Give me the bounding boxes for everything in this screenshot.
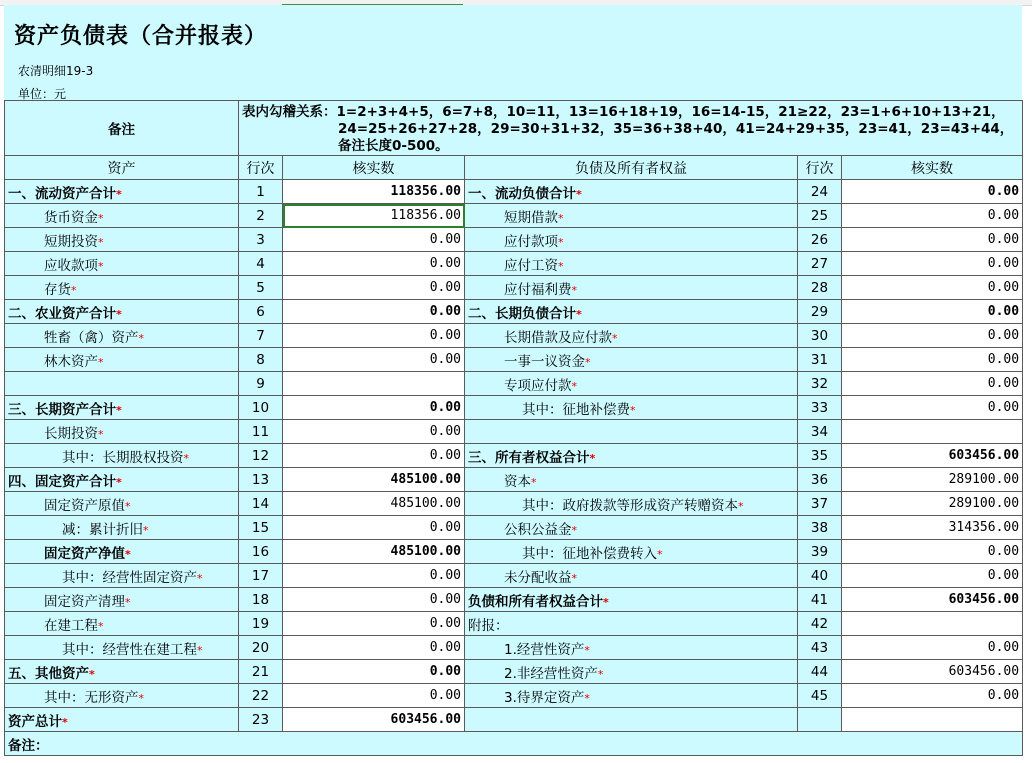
liability-label: 负债和所有者权益合计	[468, 593, 603, 610]
asset-row-number: 5	[239, 276, 283, 300]
liability-row-number: 44	[798, 660, 842, 684]
liability-label-cell	[465, 660, 798, 684]
required-asterisk: *	[612, 331, 618, 345]
liability-label: 应付工资	[504, 257, 558, 274]
table-row	[5, 444, 1023, 468]
required-asterisk: *	[584, 643, 590, 657]
liability-value-cell[interactable]: 0.00	[842, 204, 1023, 228]
header-asset: 资产	[5, 156, 239, 180]
liability-label-cell	[465, 612, 798, 636]
notes-row	[5, 101, 1023, 156]
asset-label: 牲畜（禽）资产	[44, 329, 139, 346]
asset-label-cell	[5, 636, 239, 660]
liability-label-cell	[465, 444, 798, 468]
asset-label: 其中：无形资产	[44, 689, 139, 706]
liability-value-cell[interactable]: 0.00	[842, 540, 1023, 564]
asset-label: 四、固定资产合计	[8, 473, 116, 490]
required-asterisk: *	[62, 715, 68, 729]
required-asterisk: *	[571, 571, 577, 585]
required-asterisk: *	[589, 451, 596, 465]
asset-label-cell	[5, 348, 239, 372]
asset-row-number: 19	[239, 612, 283, 636]
table-row	[5, 276, 1023, 300]
table-row	[5, 324, 1023, 348]
table-row	[5, 516, 1023, 540]
liability-row-number: 27	[798, 252, 842, 276]
required-asterisk: *	[116, 307, 122, 321]
table-row	[5, 588, 1023, 612]
asset-label: 资产总计	[8, 713, 62, 730]
asset-value-cell[interactable]: 0.00	[283, 324, 465, 348]
asset-label: 其中：经营性固定资产	[62, 569, 197, 586]
table-row	[5, 420, 1023, 444]
column-header-row	[5, 156, 1023, 180]
asset-row-number: 6	[239, 300, 283, 324]
liability-label-cell	[465, 252, 798, 276]
asset-value-cell[interactable]: 485100.00	[283, 468, 465, 492]
liability-label-cell	[465, 492, 798, 516]
liability-row-number: 26	[798, 228, 842, 252]
asset-label-cell	[5, 204, 239, 228]
required-asterisk: *	[125, 595, 131, 609]
asset-row-number: 20	[239, 636, 283, 660]
report-title: 资产负债表（合并报表）	[14, 24, 268, 49]
asset-row-number: 7	[239, 324, 283, 348]
required-asterisk: *	[116, 475, 122, 489]
liability-row-number: 31	[798, 348, 842, 372]
asset-value-cell[interactable]: 0.00	[283, 564, 465, 588]
required-asterisk: *	[657, 547, 663, 561]
required-asterisk: *	[603, 595, 609, 609]
liability-label-cell	[465, 540, 798, 564]
report-header	[4, 5, 1022, 100]
asset-value-cell[interactable]: 0.00	[283, 300, 465, 324]
table-row	[5, 708, 1023, 732]
liability-label: 长期借款及应付款	[504, 329, 612, 346]
liability-row-number	[798, 708, 842, 732]
asset-label-cell	[5, 516, 239, 540]
liability-label: 1.经营性资产	[504, 641, 585, 658]
asset-value-cell[interactable]: 0.00	[283, 396, 465, 420]
liability-value-cell[interactable]: 0.00	[842, 684, 1023, 708]
required-asterisk: *	[71, 283, 77, 297]
liability-row-number: 38	[798, 516, 842, 540]
asset-label-cell	[5, 396, 239, 420]
asset-label: 一、流动资产合计	[8, 185, 116, 202]
header-row-no-left: 行次	[239, 156, 283, 180]
liability-label: 应付款项	[504, 233, 558, 250]
liability-label-cell	[465, 324, 798, 348]
liability-value-cell[interactable]: 289100.00	[842, 492, 1023, 516]
asset-label-cell	[5, 588, 239, 612]
required-asterisk: *	[98, 235, 104, 249]
required-asterisk: *	[98, 259, 104, 273]
required-asterisk: *	[571, 523, 577, 537]
required-asterisk: *	[98, 355, 104, 369]
asset-label-cell	[5, 660, 239, 684]
liability-label: 短期借款	[504, 209, 558, 226]
asset-value-cell[interactable]: 0.00	[283, 228, 465, 252]
liability-label-cell	[465, 180, 798, 204]
required-asterisk: *	[138, 331, 144, 345]
required-asterisk: *	[125, 547, 131, 561]
liability-value-cell[interactable]: 603456.00	[842, 660, 1023, 684]
required-asterisk: *	[116, 403, 122, 417]
asset-label-cell	[5, 684, 239, 708]
liability-row-number: 28	[798, 276, 842, 300]
asset-label: 林木资产	[44, 353, 98, 370]
liability-label-cell	[465, 348, 798, 372]
liability-value-cell[interactable]: 0.00	[842, 252, 1023, 276]
asset-row-number: 15	[239, 516, 283, 540]
asset-value-cell[interactable]: 0.00	[283, 684, 465, 708]
required-asterisk: *	[98, 211, 104, 225]
liability-label-cell	[465, 468, 798, 492]
table-row	[5, 372, 1023, 396]
table-row	[5, 660, 1023, 684]
asset-label: 其中：长期股权投资	[62, 449, 184, 466]
liability-label-cell	[465, 636, 798, 660]
balance-sheet-table	[4, 100, 1023, 756]
required-asterisk: *	[89, 667, 95, 681]
liability-label-cell	[465, 708, 798, 732]
liability-value-cell[interactable]: 603456.00	[842, 588, 1023, 612]
required-asterisk: *	[597, 667, 604, 681]
asset-row-number: 3	[239, 228, 283, 252]
required-asterisk: *	[183, 451, 189, 465]
asset-value-cell[interactable]: 0.00	[283, 444, 465, 468]
footer-notes-label[interactable]: 备注：	[5, 732, 1023, 756]
required-asterisk: *	[125, 499, 131, 513]
required-asterisk: *	[531, 475, 537, 489]
required-asterisk: *	[576, 187, 582, 201]
header-value-right: 核实数	[842, 156, 1023, 180]
asset-label-cell	[5, 300, 239, 324]
required-asterisk: *	[116, 187, 122, 201]
liability-label: 一、流动负债合计	[468, 185, 576, 202]
liability-value-cell[interactable]: 0.00	[842, 228, 1023, 252]
asset-label: 减：累计折旧	[62, 521, 143, 538]
asset-row-number: 13	[239, 468, 283, 492]
liability-label: 一事一议资金	[504, 353, 585, 370]
liability-value-cell[interactable]: 0.00	[842, 396, 1023, 420]
asset-row-number: 1	[239, 180, 283, 204]
asset-label: 在建工程	[44, 617, 98, 634]
required-asterisk: *	[738, 499, 744, 513]
table-row	[5, 300, 1023, 324]
table-row	[5, 468, 1023, 492]
liability-label-cell	[465, 684, 798, 708]
required-asterisk: *	[558, 259, 564, 273]
table-row	[5, 204, 1023, 228]
asset-value-cell[interactable]: 603456.00	[283, 708, 465, 732]
asset-label-cell	[5, 276, 239, 300]
liability-value-cell[interactable]: 0.00	[842, 348, 1023, 372]
table-row	[5, 564, 1023, 588]
asset-value-cell[interactable]: 0.00	[283, 276, 465, 300]
table-row	[5, 684, 1023, 708]
liability-label-cell	[465, 228, 798, 252]
liability-label: 公积公益金	[504, 521, 572, 538]
liability-row-number: 45	[798, 684, 842, 708]
notes-text	[239, 101, 1023, 156]
liability-label: 3.待界定资产	[504, 689, 585, 706]
asset-value-cell[interactable]: 0.00	[283, 660, 465, 684]
asset-value-cell[interactable]: 0.00	[283, 636, 465, 660]
asset-label: 三、长期资产合计	[8, 401, 116, 418]
asset-row-number: 16	[239, 540, 283, 564]
liability-label-cell	[465, 588, 798, 612]
table-row	[5, 540, 1023, 564]
liability-label: 其中：政府拨款等形成资产转赠资本	[522, 497, 738, 514]
table-row	[5, 612, 1023, 636]
asset-label-cell	[5, 612, 239, 636]
asset-label: 其中：经营性在建工程	[62, 641, 197, 658]
asset-label-cell	[5, 252, 239, 276]
asset-row-number: 8	[239, 348, 283, 372]
liability-value-cell[interactable]: 314356.00	[842, 516, 1023, 540]
required-asterisk: *	[630, 403, 636, 417]
liability-value-cell[interactable]: 0.00	[842, 324, 1023, 348]
liability-label: 二、长期负债合计	[468, 305, 576, 322]
liability-row-number: 43	[798, 636, 842, 660]
asset-label: 存货	[44, 281, 71, 298]
asset-value-cell[interactable]: 0.00	[283, 420, 465, 444]
asset-row-number: 9	[239, 372, 283, 396]
asset-row-number: 14	[239, 492, 283, 516]
liability-row-number: 34	[798, 420, 842, 444]
asset-row-number: 12	[239, 444, 283, 468]
table-row	[5, 228, 1023, 252]
notes-label: 备注	[5, 101, 239, 156]
liability-value-cell[interactable]: 0.00	[842, 300, 1023, 324]
liability-value-cell[interactable]: 0.00	[842, 636, 1023, 660]
header-liability: 负债及所有者权益	[465, 156, 798, 180]
asset-value-cell[interactable]: 0.00	[283, 516, 465, 540]
notes-text-line-1: 表内勾稽关系：1=2+3+4+5，6=7+8，10=11，13=16+18+19，16=14-15，21≥22，23=1+6+10+13+21，	[242, 104, 1005, 120]
asset-label-cell	[5, 444, 239, 468]
required-asterisk: *	[98, 619, 104, 633]
asset-value-cell[interactable]: 0.00	[283, 612, 465, 636]
liability-row-number: 36	[798, 468, 842, 492]
asset-label-cell	[5, 324, 239, 348]
asset-label: 固定资产清理	[44, 593, 125, 610]
liability-label: 资本	[504, 473, 531, 490]
required-asterisk: *	[571, 379, 577, 393]
asset-label: 固定资产净值	[44, 545, 125, 562]
liability-label-cell	[465, 276, 798, 300]
asset-label-cell	[5, 420, 239, 444]
liability-row-number: 35	[798, 444, 842, 468]
liability-row-number: 30	[798, 324, 842, 348]
liability-row-number: 32	[798, 372, 842, 396]
required-asterisk: *	[576, 307, 582, 321]
liability-label-cell	[465, 204, 798, 228]
required-asterisk: *	[558, 235, 564, 249]
liability-label: 2.非经营性资产	[504, 665, 598, 682]
liability-row-number: 33	[798, 396, 842, 420]
liability-label-cell	[465, 372, 798, 396]
report-unit: 单位：元	[18, 87, 67, 101]
asset-label-cell	[5, 540, 239, 564]
asset-row-number: 10	[239, 396, 283, 420]
footer-notes-row	[5, 732, 1023, 756]
asset-label-cell	[5, 492, 239, 516]
liability-label-cell	[465, 300, 798, 324]
liability-value-cell[interactable]: 289100.00	[842, 468, 1023, 492]
asset-label-cell	[5, 180, 239, 204]
required-asterisk: *	[558, 211, 564, 225]
asset-value-cell[interactable]: 0.00	[283, 348, 465, 372]
asset-value-cell[interactable]: 485100.00	[283, 492, 465, 516]
table-row	[5, 180, 1023, 204]
liability-label: 其中：征地补偿费转入	[522, 545, 657, 562]
asset-label: 固定资产原值	[44, 497, 125, 514]
asset-value-cell[interactable]: 0.00	[283, 588, 465, 612]
asset-row-number: 2	[239, 204, 283, 228]
table-row	[5, 348, 1023, 372]
liability-label: 专项应付款	[504, 377, 572, 394]
asset-label-cell	[5, 228, 239, 252]
liability-row-number: 25	[798, 204, 842, 228]
liability-label: 三、所有者权益合计	[468, 449, 590, 466]
required-asterisk: *	[584, 691, 590, 705]
liability-row-number: 29	[798, 300, 842, 324]
asset-label-cell	[5, 564, 239, 588]
asset-label-cell	[5, 708, 239, 732]
liability-label-cell	[465, 516, 798, 540]
asset-value-cell[interactable]: 0.00	[283, 252, 465, 276]
required-asterisk: *	[98, 427, 104, 441]
asset-value-cell[interactable]	[283, 372, 465, 396]
asset-label-cell	[5, 468, 239, 492]
asset-value-cell[interactable]: 118356.00	[283, 204, 465, 228]
liability-value-cell[interactable]: 0.00	[842, 564, 1023, 588]
liability-row-number: 37	[798, 492, 842, 516]
report-subtitle: 农清明细19-3	[18, 64, 94, 78]
asset-row-number: 21	[239, 660, 283, 684]
asset-value-cell[interactable]: 485100.00	[283, 540, 465, 564]
liability-row-number: 42	[798, 612, 842, 636]
liability-label: 未分配收益	[504, 569, 572, 586]
liability-value-cell[interactable]: 0.00	[842, 276, 1023, 300]
table-row	[5, 492, 1023, 516]
asset-label: 二、农业资产合计	[8, 305, 116, 322]
asset-value-cell[interactable]: 118356.00	[283, 180, 465, 204]
asset-row-number: 17	[239, 564, 283, 588]
asset-label: 五、其他资产	[8, 665, 89, 682]
table-row	[5, 252, 1023, 276]
liability-value-cell[interactable]	[842, 708, 1023, 732]
required-asterisk: *	[197, 643, 203, 657]
asset-row-number: 23	[239, 708, 283, 732]
liability-label-cell	[465, 420, 798, 444]
required-asterisk: *	[571, 283, 577, 297]
liability-value-cell[interactable]: 0.00	[842, 372, 1023, 396]
liability-label: 其中：征地补偿费	[522, 401, 630, 418]
liability-value-cell[interactable]: 603456.00	[842, 444, 1023, 468]
asset-row-number: 11	[239, 420, 283, 444]
liability-row-number: 39	[798, 540, 842, 564]
liability-row-number: 24	[798, 180, 842, 204]
asset-label: 短期投资	[44, 233, 98, 250]
asset-label: 货币资金	[44, 209, 98, 226]
liability-row-number: 41	[798, 588, 842, 612]
liability-row-number: 40	[798, 564, 842, 588]
required-asterisk: *	[143, 523, 149, 537]
required-asterisk: *	[197, 571, 203, 585]
asset-row-number: 4	[239, 252, 283, 276]
required-asterisk: *	[585, 355, 591, 369]
header-row-no-right: 行次	[798, 156, 842, 180]
liability-value-cell[interactable]: 0.00	[842, 180, 1023, 204]
asset-label-cell	[5, 372, 239, 396]
liability-label-cell	[465, 564, 798, 588]
liability-label-cell	[465, 396, 798, 420]
liability-value-cell[interactable]	[842, 612, 1023, 636]
notes-text-line-2: 24=25+26+27+28，29=30+31+32，35=36+38+40，41=24+29+35，23=41，23=43+44，备注长度0-500。	[338, 121, 1014, 154]
table-row	[5, 636, 1023, 660]
asset-row-number: 18	[239, 588, 283, 612]
liability-label: 附报：	[468, 617, 509, 634]
asset-label: 应收款项	[44, 257, 98, 274]
table-row	[5, 396, 1023, 420]
required-asterisk: *	[138, 691, 144, 705]
asset-row-number: 22	[239, 684, 283, 708]
header-value-left: 核实数	[283, 156, 465, 180]
liability-value-cell[interactable]	[842, 420, 1023, 444]
liability-label: 应付福利费	[504, 281, 572, 298]
asset-label: 长期投资	[44, 425, 98, 442]
